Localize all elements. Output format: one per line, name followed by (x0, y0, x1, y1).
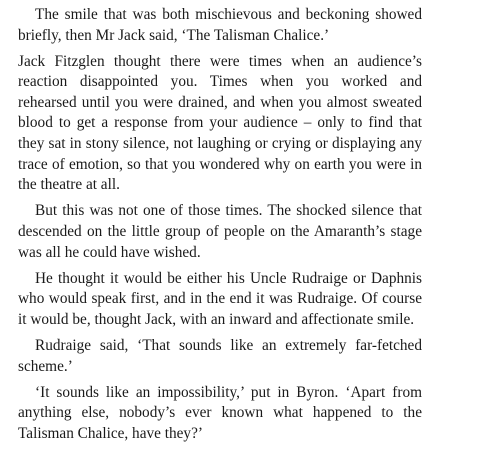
paragraph-5: Rudraige said, ‘That sounds like an extremely far-fetched scheme.’ (18, 336, 422, 375)
paragraph-4: He thought it would be either his Uncle Rudraige or Daphnis who would speak first, and in the end it was Rudraige. Of course it would be, thought Jack, with an inward and affectionate smile. (18, 269, 422, 328)
paragraph-1: The smile that was both mischievous and beckoning showed briefly, then Mr Jack said, ‘The Talisman Chalice.’ (18, 6, 422, 44)
paragraph-3: But this was not one of those times. The shocked silence that descended on the little group of people on the Amaranth’s stage was all he could have wished. (18, 202, 422, 261)
paragraph-2: Jack Fitzglen thought there were times when an audience’s reaction disappointed you. Times when you worked and rehearsed until you were drained, and when you almost sweated blood to get a response from your audience – only to find that they sat in stony silence, not laughing or crying or displaying any trace of emotion, so that you wondered why on earth you were in the theatre at all. (18, 52, 422, 194)
book-page (18, 5, 422, 450)
paragraph-6: ‘It sounds like an impossibility,’ put in Byron. ‘Apart from anything else, nobody’s ever known what happened to the Talisman Chalice, have they?’ (18, 383, 422, 442)
